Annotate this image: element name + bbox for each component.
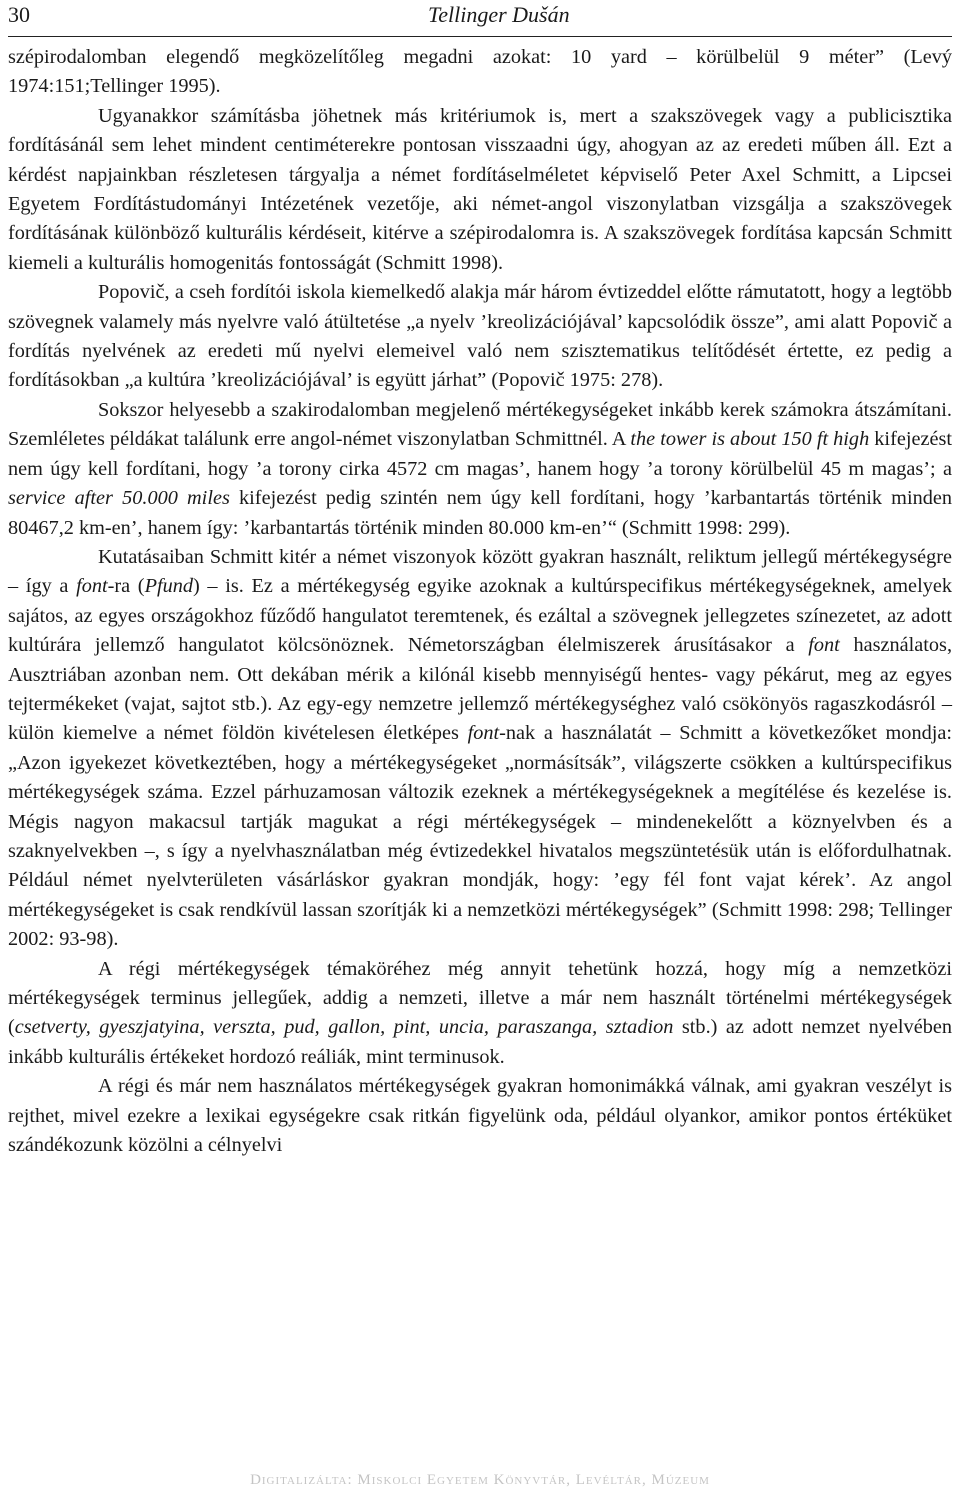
paragraph [8,543,952,955]
italic-term: csetverty, gyeszjatyina, verszta, pud, gallon, pint, uncia, paraszanga, sztadion [14,1016,674,1039]
text-run: kifejezést nem úgy kell fordítani, hogy ’a torony cirka 4572 cm magas’, hanem hogy ’a torony körülbelül 45 m magas’; a [8,428,952,480]
italic-term: font [467,722,500,745]
digitization-watermark: Digitalizálta: Miskolci Egyetem Könyvtár, Levéltár, Múzeum [250,1472,710,1488]
paragraph: A régi és már nem használatos mértékegységek gyakran homonimákká válnak, ami gyakran veszélyt is rejthet, mivel ezekre a lexikai egységekre csak ritkán figyelünk oda, például olyankor, amikor pontos értéküket szándékozunk közölni a célnyelvi [8,1075,952,1157]
text-run: kifejezést pedig szintén nem úgy kell fordítani, hogy ’karbantartás történik minden 80467,2 km-en’, hanem így: ’karbantartás történik minden 80.000 km-en’“ (Schmitt 1998: 299). [8,487,953,539]
text-run: stb.) az adott nemzet nyelvében inkább kulturális értékeket hordozó reáliák, mint terminusok. [8,1016,952,1068]
text-run: Kutatásaiban Schmitt kitér a német viszonyok között gyakran használt, reliktum jellegű mértékegységre – így a [8,545,952,598]
italic-term: Pfund [144,575,194,598]
italic-term: font [808,634,840,657]
paragraph [8,955,952,1073]
italic-term: the tower is about 150 ft high [630,428,870,451]
text-run: -ra ( [107,575,145,598]
paragraph [8,396,952,543]
text-run: -nak a használatát – Schmitt a következőket mondja: „Azon igyekezet következtében, hogy a mértékegységeket „normásítsák”, világszerte csökken a kultúrspecifikus mértékegységek száma. Ezzel párhuzamosan változik ezeknek a mértékegységeknek a megítélése és kezelése is. Mégis nagyon makacsul tartják magukat a régi mértékegységek – mindenekelőtt a köznyelvben és a szaknyelvekben –, s így a nyelvhasználatban még évtizedekkel hivatalos megszüntetésük után is előfordulhatnak. Például német nyelvterületen vásárláskor gyakran mondják, hogy: ’egy fél font vajat kérek’. Az angol mértékegységeket is csak rendkívül lassan szorítják ki a nemzetközi mértékegységek” (Schmitt 1998: 298; Tellinger 2002: 93-98). [8,722,952,951]
text-run: A régi mértékegységek témaköréhez még annyit tehetünk hozzá, hogy míg a nemzetközi mértékegységek terminus jellegűek, addig a nemzeti, illetve a már nem használt történelmi mértékegységek ( [8,957,952,1039]
page-number: 30 [8,2,30,27]
paragraph: Ugyanakkor számításba jöhetnek más kritériumok is, mert a szakszövegek vagy a publicisztika fordításánál sem lehet mindent centiméterekre pontosan visszaadni úgy, ahogyan az az eredeti műben áll. Ezt a kérdést napjainkban részletesen tárgyalja a német fordításelméletet képviselő Peter Axel Schmitt, a Lipcsei Egyetem Fordítástudományi Intézetének vezetője, aki német-angol viszonylatban vizsgálja a szakszövegek fordításának különböző kulturális kérdéseit, kitérve a szépirodalomra is. A szakszövegek fordítása kapcsán Schmitt kiemeli a kulturális homogenitás fontosságát (Schmitt 1998). [8,104,952,274]
paragraph: szépirodalomban elegendő megközelítőleg megadni azokat: 10 yard – körülbelül 9 méter” (Levý 1974:151;Tellinger 1995). [8,46,952,98]
paragraph: Popovič, a cseh fordítói iskola kiemelkedő alakja már három évtizeddel előtte rámutatott, hogy a legtöbb szövegnek valamely más nyelvre való átültetése „a nyelv ’kreolizációjával’ kapcsolódik össze”, ami alatt Popovič a fordítás nyelvének az eredeti mű nyelvi elemeivel való nem szisztematikus telítődését értette, ez pedig a fordításokban „a kultúra ’kreolizációjával’ is együtt járhat” (Popovič 1975: 278). [8,281,952,392]
running-head-author: Tellinger Dušán [428,2,570,27]
page-header [8,0,952,37]
text-run: Sokszor helyesebb a szakirodalomban megjelenő mértékegységeket inkább kerek számokra átszámítani. Szemléletes példákat találunk erre angol-német viszonylatban Schmittnél. A [8,398,952,451]
document-page [8,0,952,1509]
text-run: használatos, Ausztriában azonban nem. Ott dekában mérik a kilónál kisebb mennyiségű hentes- vagy pékárut, meg az egyes tejtermékeket (vajat, sajtot stb.). Az egy-egy nemzetre jellemző mértékegységhez való csökönyös ragaszkodásról – külön kiemelve a német földön kivételesen életképes [8,634,953,745]
text-run: ) – is. Ez a mértékegység egyike azoknak a kultúrspecifikus mértékegységeknek, amelyek sajátos, az egyes országokhoz fűződő hangulatot teremtenek, és ezáltal a szövegnek jellegzetes színezetet, az adott kultúrára jellemző hangulatot kölcsönöznek. Németországban élelmiszerek árusításakor a [8,575,952,657]
italic-term: service after 50.000 miles [8,487,230,510]
italic-term: font [76,575,108,598]
body-text [8,43,952,1160]
